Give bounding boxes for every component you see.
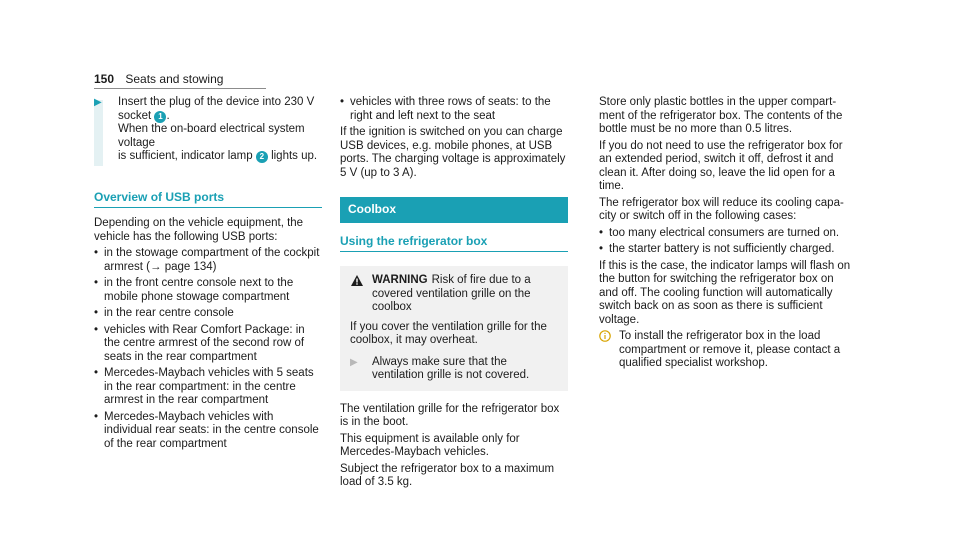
step-arrow-icon: ▶ <box>350 356 358 368</box>
info-note-icon <box>599 330 619 371</box>
column-1 <box>94 96 322 454</box>
using-refrigerator-heading: Using the refrigerator box <box>340 233 488 248</box>
extended-paragraph: If you do not need to use the refrigerator box for an extended period, switch it off, defrost it and clean it. After doing so, leave the lid open for a time. <box>599 139 843 192</box>
step-line: When the on-board electrical system voltage <box>118 123 305 149</box>
grille-paragraph: The ventilation grille for the refrigerator box is in the boot. <box>340 402 560 428</box>
usb-heading: Overview of USB ports <box>94 189 225 204</box>
note <box>599 330 851 371</box>
coolbox-section-bar: Coolbox <box>340 197 568 223</box>
warning-body: If you cover the ventilation grille for the coolbox, it may overheat. <box>350 320 547 346</box>
note-text: To install the refrigerator box in the load compartment or remove it, please contact a qualified specialist workshop. <box>619 330 841 369</box>
list-item: • the starter battery is not sufficiently charged. <box>599 243 851 257</box>
page-header <box>94 72 223 86</box>
step-line <box>118 110 322 124</box>
step-text: is sufficient, indicator lamp <box>118 150 253 162</box>
load-paragraph: Subject the refrigerator box to a maximum load of 3.5 kg. <box>340 462 555 488</box>
store-paragraph: Store only plastic bottles in the upper compartment of the refrigerator box. The contents of the bottle must be no more than 0.5 litres. <box>599 96 843 135</box>
list-item: • Mercedes-Maybach vehicles with individual rear seats: in the centre console of the rear compartment <box>94 411 322 452</box>
page-number: 150 <box>94 72 115 86</box>
usb-port-list <box>94 247 322 451</box>
list-item: • in the rear centre console <box>94 307 322 321</box>
flash-paragraph: If this is the case, the indicator lamps will flash on the button for switching the refrigerator box on and off. The cooling function will automatically switch back on as soon as there is sufficient voltage. <box>599 259 851 326</box>
availability-paragraph: This equipment is available only for Mercedes-Maybach vehicles. <box>340 432 520 458</box>
warning-text: Risk of fire due to a covered ventilation grille on the coolbox <box>372 274 531 313</box>
list-item: • in the stowage compartment of the cockpit armrest (→ page 134) <box>94 247 322 274</box>
usb-port-list-continued <box>340 96 568 123</box>
column-3 <box>599 96 851 371</box>
reduce-paragraph: The refrigerator box will reduce its cooling capacity or switch off in the following cases: <box>599 196 844 222</box>
warning-box <box>340 266 568 391</box>
list-item: • in the front centre console next to the mobile phone stowage compartment <box>94 277 322 304</box>
list-item: • Mercedes-Maybach vehicles with 5 seats in the rear compartment: in the centre armrest in the rear compartment <box>94 367 322 408</box>
list-item: • vehicles with three rows of seats: to the right and left next to the seat <box>340 96 568 123</box>
step-arrow-icon: ▶ <box>94 97 102 108</box>
ignition-paragraph: If the ignition is switched on you can charge USB devices, e.g. mobile phones, at USB ports. The charging voltage is approximately 5 V (up to 3 A). <box>340 126 566 179</box>
list-item: • too many electrical consumers are turned on. <box>599 227 851 241</box>
list-item: • vehicles with Rear Comfort Package: in the centre armrest of the second row of seats in the rear compartment <box>94 324 322 365</box>
step-text: . <box>166 109 170 122</box>
header-rule <box>94 88 266 89</box>
warning-triangle-icon <box>350 274 372 315</box>
warning-label: WARNING <box>372 274 428 286</box>
instruction-step <box>94 96 322 164</box>
step-line: Insert the plug of the device into 230 V <box>118 96 315 108</box>
cases-list <box>599 227 851 257</box>
usb-intro: Depending on the vehicle equipment, the vehicle has the following USB ports: <box>94 217 304 243</box>
step-line <box>118 150 322 164</box>
step-text: socket <box>118 109 152 122</box>
warning-step: Always make sure that the ventilation grille is not covered. <box>372 355 530 381</box>
indicator-lamp-badge-2: 2 <box>256 151 268 163</box>
step-text: lights up. <box>271 150 318 162</box>
socket-badge-1: 1 <box>154 111 166 123</box>
section-title: Seats and stowing <box>125 72 224 86</box>
column-2 <box>340 96 568 493</box>
